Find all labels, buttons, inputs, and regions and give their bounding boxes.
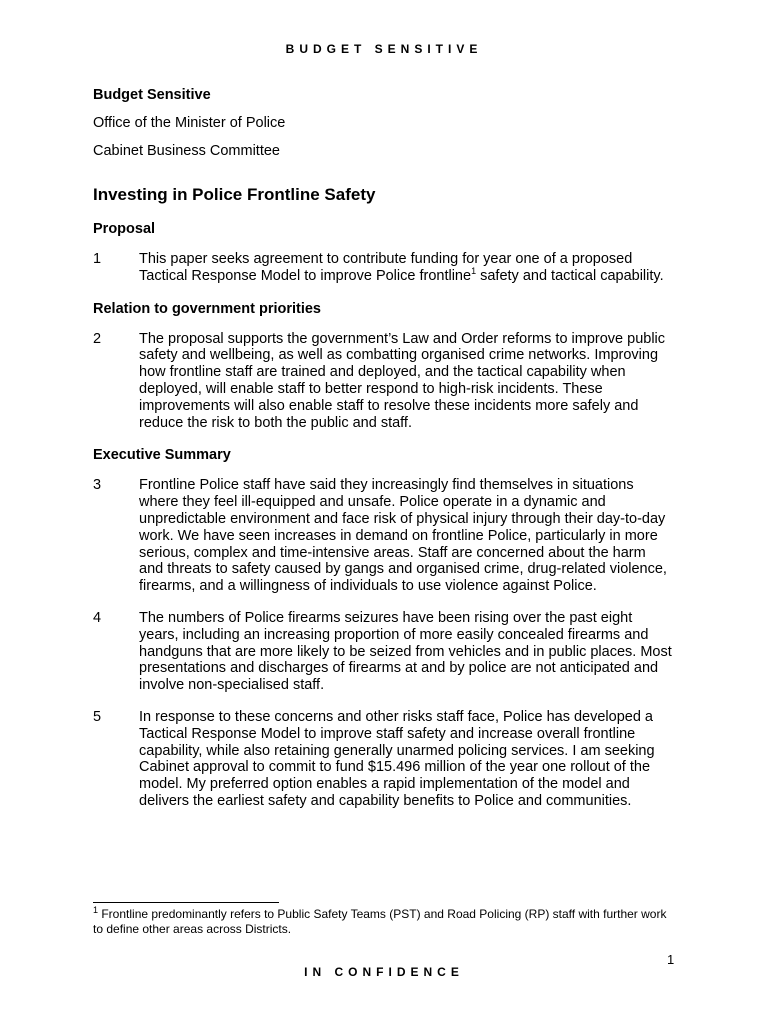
heading-executive-summary: Executive Summary [93,447,231,464]
footnote [93,907,673,937]
paragraph-text: The numbers of Police firearms seizures have been rising over the past eight years, including an increasing proportion of more easily concealed firearms and handguns that are more likely to be seized from vehicles and in public places. Most presentations and discharges of firearms at and by police are not anticipated and involve non-specialised staff. [139,609,672,694]
paragraph-text: Frontline Police staff have said they increasingly find themselves in situations where they feel ill-equipped and unsafe. Police operate in a dynamic and unpredictable environment and face risk of physical injury through their day-to-day work. We have seen increases in demand on frontline Police, particularly in more serious, complex and time-intensive areas. Staff are concerned about the harm and threats to safety caused by gangs and organised crime, drug-related violence, firearms, and a willingness of individuals to use violence against Police. [139,477,667,595]
paragraph-2 [93,331,673,432]
budget-sensitive-label: Budget Sensitive [93,87,211,103]
paragraph-number: 2 [93,330,102,347]
document-body [93,86,673,825]
header-classification: BUDGET SENSITIVE [285,42,483,56]
footnote-marker: 1 [93,905,99,915]
paragraph-number: 1 [93,251,102,267]
paragraph-text [139,251,673,285]
document-title: Investing in Police Frontline Safety [93,185,376,204]
paragraph-text-part: safety and tactical capability. [476,267,664,284]
office-line: Office of the Minister of Police [93,115,286,131]
heading-proposal: Proposal [93,221,156,237]
paragraph-number: 4 [93,609,102,626]
heading-relation: Relation to government priorities [93,300,321,317]
paragraph-number: 3 [93,477,102,494]
paragraph-3 [93,477,673,595]
paragraph-4 [93,610,673,694]
paragraph-number: 5 [93,708,102,725]
footnote-text: Frontline predominantly refers to Public Safety Teams (PST) and Road Policing (RP) staff with further work to define other areas across Districts. [93,907,667,936]
footnote-ref: 1 [471,265,477,276]
paragraph-text-part: This paper seeks agreement to contribute funding for year one of a proposed Tactical Response Model to improve Police frontline [139,251,633,284]
page-number: 1 [667,952,675,967]
footer-classification: IN CONFIDENCE [304,965,464,979]
paragraph-text: In response to these concerns and other risks staff face, Police has developed a Tactical Response Model to improve staff safety and increase overall frontline capability, while also retaining generally unarmed policing services. I am seeking Cabinet approval to commit to fund $15.496 million of the year one rollout of the model. My preferred option enables a rapid implementation of the model and delivers the earliest safety and capability benefits to Police and communities. [139,708,655,809]
committee-line: Cabinet Business Committee [93,143,280,159]
paragraph-1 [93,251,673,285]
footnote-divider [93,902,279,903]
paragraph-text: The proposal supports the government’s Law and Order reforms to improve public safety and wellbeing, as well as combatting organised crime networks. Improving how frontline staff are trained and deployed, and the tactical capability when deployed, will enable staff to better respond to high-risk incidents. These improvements will also enable staff to resolve these incidents more safely and reduce the risk to both the public and staff. [139,330,666,431]
paragraph-5 [93,709,673,810]
